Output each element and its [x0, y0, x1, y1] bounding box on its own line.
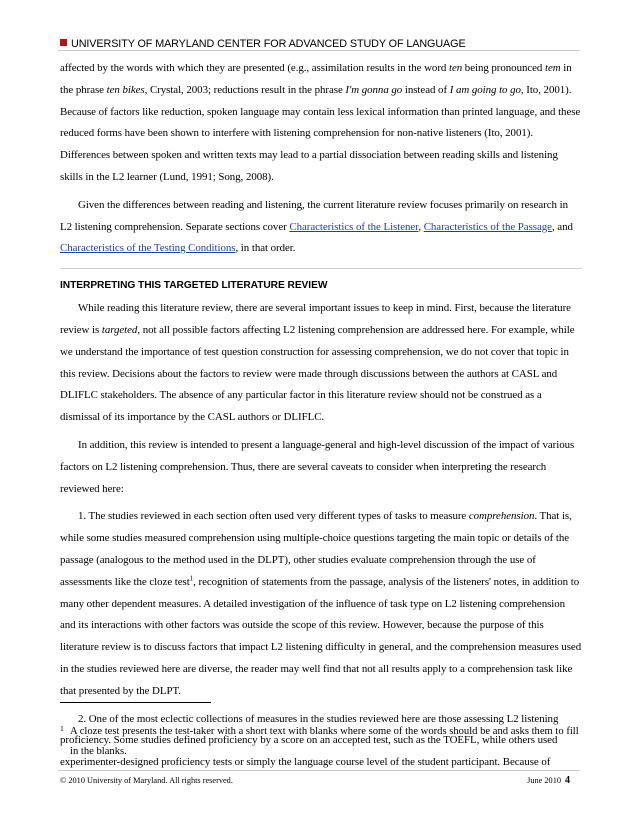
footer-right — [527, 775, 570, 787]
header-divider — [58, 50, 580, 51]
link-characteristics-testing-conditions[interactable]: Characteristics of the Testing Conditions — [60, 242, 236, 255]
link-characteristics-listener[interactable]: Characteristics of the Listener — [289, 220, 419, 233]
paragraph-targeted-review: While reading this literature review, there are several important issues to keep in mind. First, because the literature review is targeted, not all possible factors affecting L2 listening comprehension are addressed here. For example, while we understand the importance of test question construction for assessing comprehension, we do not cover that topic in this review. Decisions about the factors to review were made through discussions between the authors at CASL and DLIFLC stakeholders. The absence of any particular factor in this literature review should not be construed as a dismissal of its importance by the CASL authors or DLIFLC. — [60, 302, 575, 424]
paragraph-caveat-2: 2. One of the most eclectic collections of measures in the studies reviewed here are those assessing L2 listening proficiency. Some studies defined proficiency by a score on an accepted test, such as the TOEFL, while others used experimenter-designed proficiency tests or simply the language course level of the student participant. Because of — [60, 712, 559, 769]
section-heading: INTERPRETING THIS TARGETED LITERATURE REVIEW — [60, 268, 582, 294]
page-footer — [60, 775, 580, 787]
footer-copyright: © 2010 University of Maryland. All rights reserved. — [60, 776, 233, 785]
footnote-reference[interactable]: 1 — [189, 574, 194, 583]
footer-date: June 2010 — [527, 776, 561, 785]
header-square-icon — [60, 39, 67, 46]
page-number: 4 — [565, 775, 570, 786]
header-title: UNIVERSITY OF MARYLAND CENTER FOR ADVANCED STUDY OF LANGUAGE — [71, 38, 466, 50]
paragraph-continuation: affected by the words with which they are presented (e.g., assimilation results in the word ten being pronounced tem in the phrase ten bikes, Crystal, 2003; reductions result in the phrase I'm gonna go instead of I am going to go, Ito, 2001). Because of factors like reduction, spoken language may contain less lexical information than printed language, and these reduced forms have been shown to interfere with listening comprehension for non-native listeners (Ito, 2001). Differences between spoken and written texts may lead to a partial dissociation between reading skills and listening skills in the L2 learner (Lund, 1991; Song, 2008). — [60, 62, 581, 183]
paragraph-caveat-1: 1. The studies reviewed in each section often used very different types of tasks to measure comprehension. That is, while some studies measured comprehension using multiple-choice questions targeting the main topic or details of the passage (analogous to the method used in the DLPT), other studies evaluate comprehension through the use of assessments like the cloze test$^1$, recognition of statements from the passage, analysis of the listeners' notes, in addition to many other dependent measures. A detailed investigation of the influence of task type on L2 listening comprehension and its interactions with other factors was outside the scope of this review. However, because the purpose of this literature review is to discuss factors that impact L2 listening difficulty in general, and the comprehension measures used in the studies reviewed here are diverse, the reader may well find that not all results apply to a comprehension task like that presented by the DLPT. — [60, 510, 582, 697]
paragraph-caveats-intro: In addition, this review is intended to present a language-general and high-level discussion of the impact of various factors on L2 listening comprehension. Thus, there are several caveats to consider when interpreting the research reviewed here: — [60, 438, 575, 495]
link-characteristics-passage[interactable]: Characteristics of the Passage — [423, 220, 552, 233]
running-header — [60, 38, 580, 50]
footnote-divider — [60, 702, 211, 703]
footnote — [60, 722, 580, 762]
footer-divider — [58, 770, 580, 771]
footnote-text: A cloze test presents the test-taker with a short text with blanks where some of the words should be and asks them to fill in the blanks. — [70, 726, 579, 757]
footnote-number: 1 — [60, 724, 64, 733]
paragraph-review-scope: Given the differences between reading and listening, the current literature review focuses primarily on research in L2 listening comprehension. Separate sections cover Characteristics of the Listener, Characteristics of the Passage, and Characteristics of the Testing Conditions, in that order. — [60, 198, 573, 255]
body-text — [60, 58, 582, 774]
